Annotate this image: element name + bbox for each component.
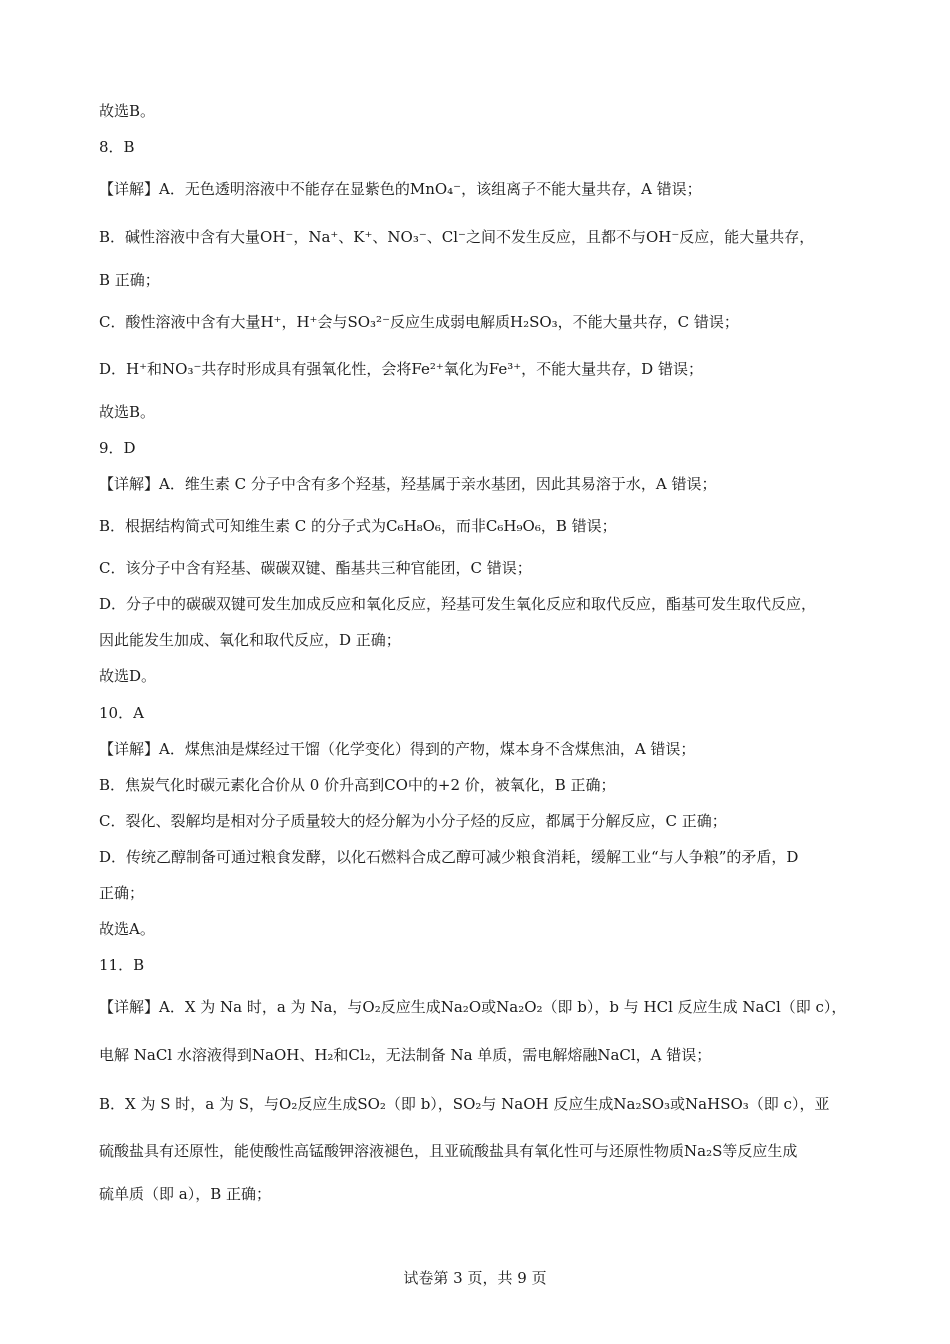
text-line: B．焦炭气化时碳元素化合价从 0 价升高到CO中的+2 价，被氧化，B 正确； [99, 776, 616, 794]
text-line: B．碱性溶液中含有大量OH⁻，Na⁺、K⁺、NO₃⁻、Cl⁻之间不发生反应，且都不与OH⁻反应，能大量共存， [99, 228, 815, 246]
text-line: B．根据结构简式可知维生素 C 的分子式为C₆H₈O₆，而非C₆H₉O₆，B 错误； [99, 517, 617, 535]
text-line: 故选B。 [99, 102, 156, 120]
text-line: 【详解】A．X 为 Na 时，a 为 Na，与O₂反应生成Na₂O或Na₂O₂（即 b），b 与 HCl 反应生成 NaCl（即 c）， [99, 998, 847, 1016]
text-line: 故选B。 [99, 403, 156, 421]
text-line: 硫酸盐具有还原性，能使酸性高锰酸钾溶液褪色，且亚硫酸盐具有氧化性可与还原性物质Na₂S等反应生成 [99, 1142, 798, 1160]
text-line: 【详解】A．维生素 C 分子中含有多个羟基，羟基属于亲水基团，因此其易溶于水，A 错误； [99, 475, 717, 493]
text-line: B 正确； [99, 271, 160, 289]
text-line: 故选A。 [99, 920, 155, 938]
text-line: 【详解】A．煤焦油是煤经过干馏（化学变化）得到的产物，煤本身不含煤焦油，A 错误； [99, 740, 696, 758]
question-number: 9．D [99, 439, 136, 457]
question-number: 8．B [99, 138, 135, 156]
text-line: 【详解】A．无色透明溶液中不能存在显紫色的MnO₄⁻，该组离子不能大量共存，A 错误； [99, 180, 702, 198]
question-number: 11．B [99, 956, 145, 974]
text-line: 正确； [99, 884, 145, 902]
question-number: 10．A [99, 704, 144, 722]
text-line: C．酸性溶液中含有大量H⁺，H⁺会与SO₃²⁻反应生成弱电解质H₂SO₃，不能大量共存，C 错误； [99, 313, 739, 331]
page-footer: 试卷第 3 页，共 9 页 [403, 1269, 547, 1287]
text-line: D．传统乙醇制备可通过粮食发酵，以化石燃料合成乙醇可减少粮食消耗，缓解工业“与人争粮”的矛盾，D [99, 848, 799, 866]
text-line: D．H⁺和NO₃⁻共存时形成具有强氧化性，会将Fe²⁺氧化为Fe³⁺，不能大量共存，D 错误； [99, 360, 703, 378]
text-line: 电解 NaCl 水溶液得到NaOH、H₂和Cl₂，无法制备 Na 单质，需电解熔融NaCl，A 错误； [99, 1046, 712, 1064]
text-line: B．X 为 S 时，a 为 S，与O₂反应生成SO₂（即 b），SO₂与 NaOH 反应生成Na₂SO₃或NaHSO₃（即 c），亚 [99, 1095, 830, 1113]
text-line: 因此能发生加成、氧化和取代反应，D 正确； [99, 631, 401, 649]
text-line: C．裂化、裂解均是相对分子质量较大的烃分解为小分子烃的反应，都属于分解反应，C 正确； [99, 812, 727, 830]
text-line: 故选D。 [99, 667, 157, 685]
text-line: 硫单质（即 a），B 正确； [99, 1185, 272, 1203]
text-line: C．该分子中含有羟基、碳碳双键、酯基共三种官能团，C 错误； [99, 559, 532, 577]
text-line: D．分子中的碳碳双键可发生加成反应和氧化反应，羟基可发生氧化反应和取代反应，酯基可发生取代反应， [99, 595, 817, 613]
